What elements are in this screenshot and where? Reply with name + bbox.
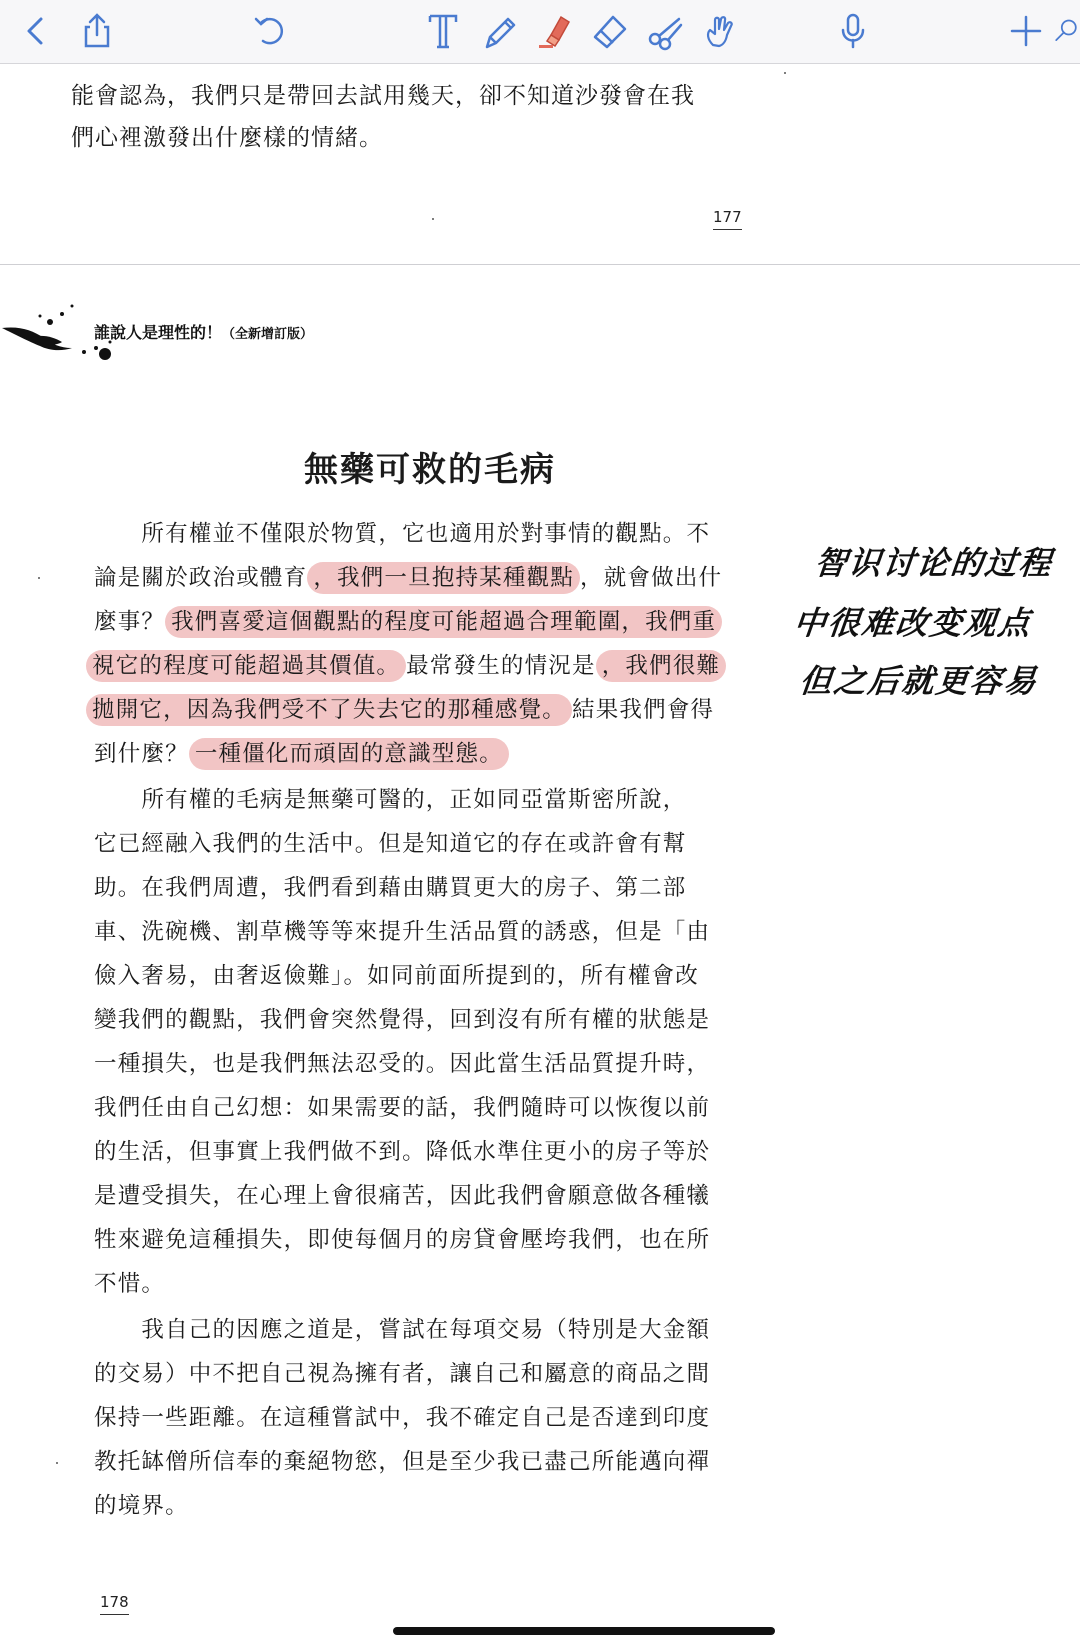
plain-text: 論是關於政治或體育 <box>94 565 308 591</box>
para1-line-3 <box>94 600 722 644</box>
para2-line-10: 是遭受損失，在心理上會很痛苦，因此我們會願意做各種犧 <box>94 1183 711 1209</box>
pen-tool-button[interactable] <box>476 8 522 54</box>
page177-line-1: 能會認為，我們只是帶回去試用幾天，卻不知道沙發會在我 <box>71 83 695 109</box>
undo-icon <box>250 11 290 51</box>
highlight-6[interactable]: 一種僵化而頑固的意識型態。 <box>189 738 509 770</box>
eraser-icon <box>589 11 629 51</box>
chevron-left-icon <box>17 11 57 51</box>
home-indicator[interactable] <box>393 1627 775 1635</box>
para2-line-4: 車、洗碗機、割草機等等來提升生活品質的誘惑，但是「由 <box>94 919 711 945</box>
para2-line-11: 牲來避免這種損失，即使每個月的房貸會壓垮我們，也在所 <box>94 1227 711 1253</box>
scan-speck <box>56 1462 58 1464</box>
scan-speck <box>432 218 434 220</box>
lasso-tool-button[interactable] <box>642 8 688 54</box>
plus-icon <box>1006 11 1046 51</box>
plain-text: 結果我們會得 <box>572 697 715 723</box>
page-number-178: 178 <box>100 1593 129 1615</box>
search-icon <box>1052 11 1080 51</box>
para3-line-3: 保持一些距離。在這種嘗試中，我不確定自己是否達到印度 <box>94 1405 711 1431</box>
running-head <box>94 320 313 343</box>
para3-line-4: 教托缽僧所信奉的棄絕物慾，但是至少我已盡己所能邁向禪 <box>94 1449 711 1475</box>
plain-text: ，就會做出什 <box>580 565 723 591</box>
highlight-2[interactable]: 我們喜愛這個觀點的程度可能超過合理範圍，我們重 <box>165 606 722 638</box>
search-button[interactable] <box>1052 8 1080 54</box>
para2-line-3: 助。在我們周遭，我們看到藉由購買更大的房子、第二部 <box>94 875 687 901</box>
add-button[interactable] <box>1003 8 1049 54</box>
pen-icon <box>479 11 519 51</box>
plain-text: 麼事？ <box>94 609 166 635</box>
para2-line-2: 它已經融入我們的生活中。但是知道它的存在或許會有幫 <box>94 831 687 857</box>
para2-line-8: 我們任由自己幻想：如果需要的話，我們隨時可以恢復以前 <box>94 1095 711 1121</box>
share-button[interactable] <box>74 8 120 54</box>
page-divider <box>0 264 1080 265</box>
para1-line-5 <box>86 688 714 732</box>
microphone-button[interactable] <box>830 8 876 54</box>
para1-line-4 <box>86 644 726 688</box>
para3-line-5: 的境界。 <box>94 1493 189 1519</box>
microphone-icon <box>833 11 873 51</box>
annotation-toolbar <box>0 0 1080 64</box>
scan-speck <box>784 72 786 74</box>
para3-line-1: 我自己的因應之道是，嘗試在每項交易（特別是大金額 <box>94 1317 711 1343</box>
chapter-title: 無藥可救的毛病 <box>304 450 556 490</box>
text-tool-button[interactable] <box>420 8 466 54</box>
page177-line-2: 們心裡激發出什麼樣的情緒。 <box>71 125 383 151</box>
handwritten-note-line-2[interactable]: 中很难改变观点 <box>791 604 1034 642</box>
handwritten-note-line-1[interactable]: 智识讨论的过程 <box>812 544 1055 582</box>
undo-button[interactable] <box>247 8 293 54</box>
para2-line-7: 一種損失，也是我們無法忍受的。因此當生活品質提升時， <box>94 1051 711 1077</box>
book-edition: （全新增訂版） <box>222 327 314 342</box>
highlighter-icon <box>533 11 573 51</box>
para2-line-6: 變我們的觀點，我們會突然覺得，回到沒有所有權的狀態是 <box>94 1007 711 1033</box>
para1-line-1: 所有權並不僅限於物質，它也適用於對事情的觀點。不 <box>94 521 711 547</box>
lasso-scissors-icon <box>645 11 685 51</box>
handwritten-note-line-3[interactable]: 但之后就更容易 <box>797 662 1040 700</box>
para2-line-9: 的生活，但事實上我們做不到。降低水準住更小的房子等於 <box>94 1139 711 1165</box>
scan-speck <box>38 577 40 579</box>
hand-tool-button[interactable] <box>698 8 744 54</box>
hand-gesture-icon <box>701 11 741 51</box>
para1-line-6 <box>94 732 509 776</box>
highlighter-tool-button[interactable] <box>530 8 576 54</box>
highlight-3[interactable]: 視它的程度可能超過其價值。 <box>86 650 406 682</box>
plain-text: 最常發生的情況是 <box>406 653 596 679</box>
para2-line-12: 不惜。 <box>94 1271 166 1297</box>
para2-line-1: 所有權的毛病是無藥可醫的，正如同亞當斯密所說， <box>94 787 687 813</box>
highlight-5[interactable]: 拋開它，因為我們受不了失去它的那種感覺。 <box>86 694 572 726</box>
back-button[interactable] <box>14 8 60 54</box>
book-title: 誰說人是理性的！ <box>94 323 223 342</box>
para2-line-5: 儉入奢易，由奢返儉難」。如同前面所提到的，所有權會改 <box>94 963 699 989</box>
text-tool-icon <box>423 11 463 51</box>
para3-line-2: 的交易）中不把自己視為擁有者，讓自己和屬意的商品之間 <box>94 1361 711 1387</box>
plain-text: 到什麼？ <box>94 741 189 767</box>
para1-line-2 <box>94 556 722 600</box>
highlight-1[interactable]: ，我們一旦抱持某種觀點 <box>307 562 580 594</box>
share-icon <box>77 11 117 51</box>
eraser-tool-button[interactable] <box>586 8 632 54</box>
highlight-4[interactable]: ，我們很難 <box>596 650 727 682</box>
page-number-177: 177 <box>713 208 742 230</box>
